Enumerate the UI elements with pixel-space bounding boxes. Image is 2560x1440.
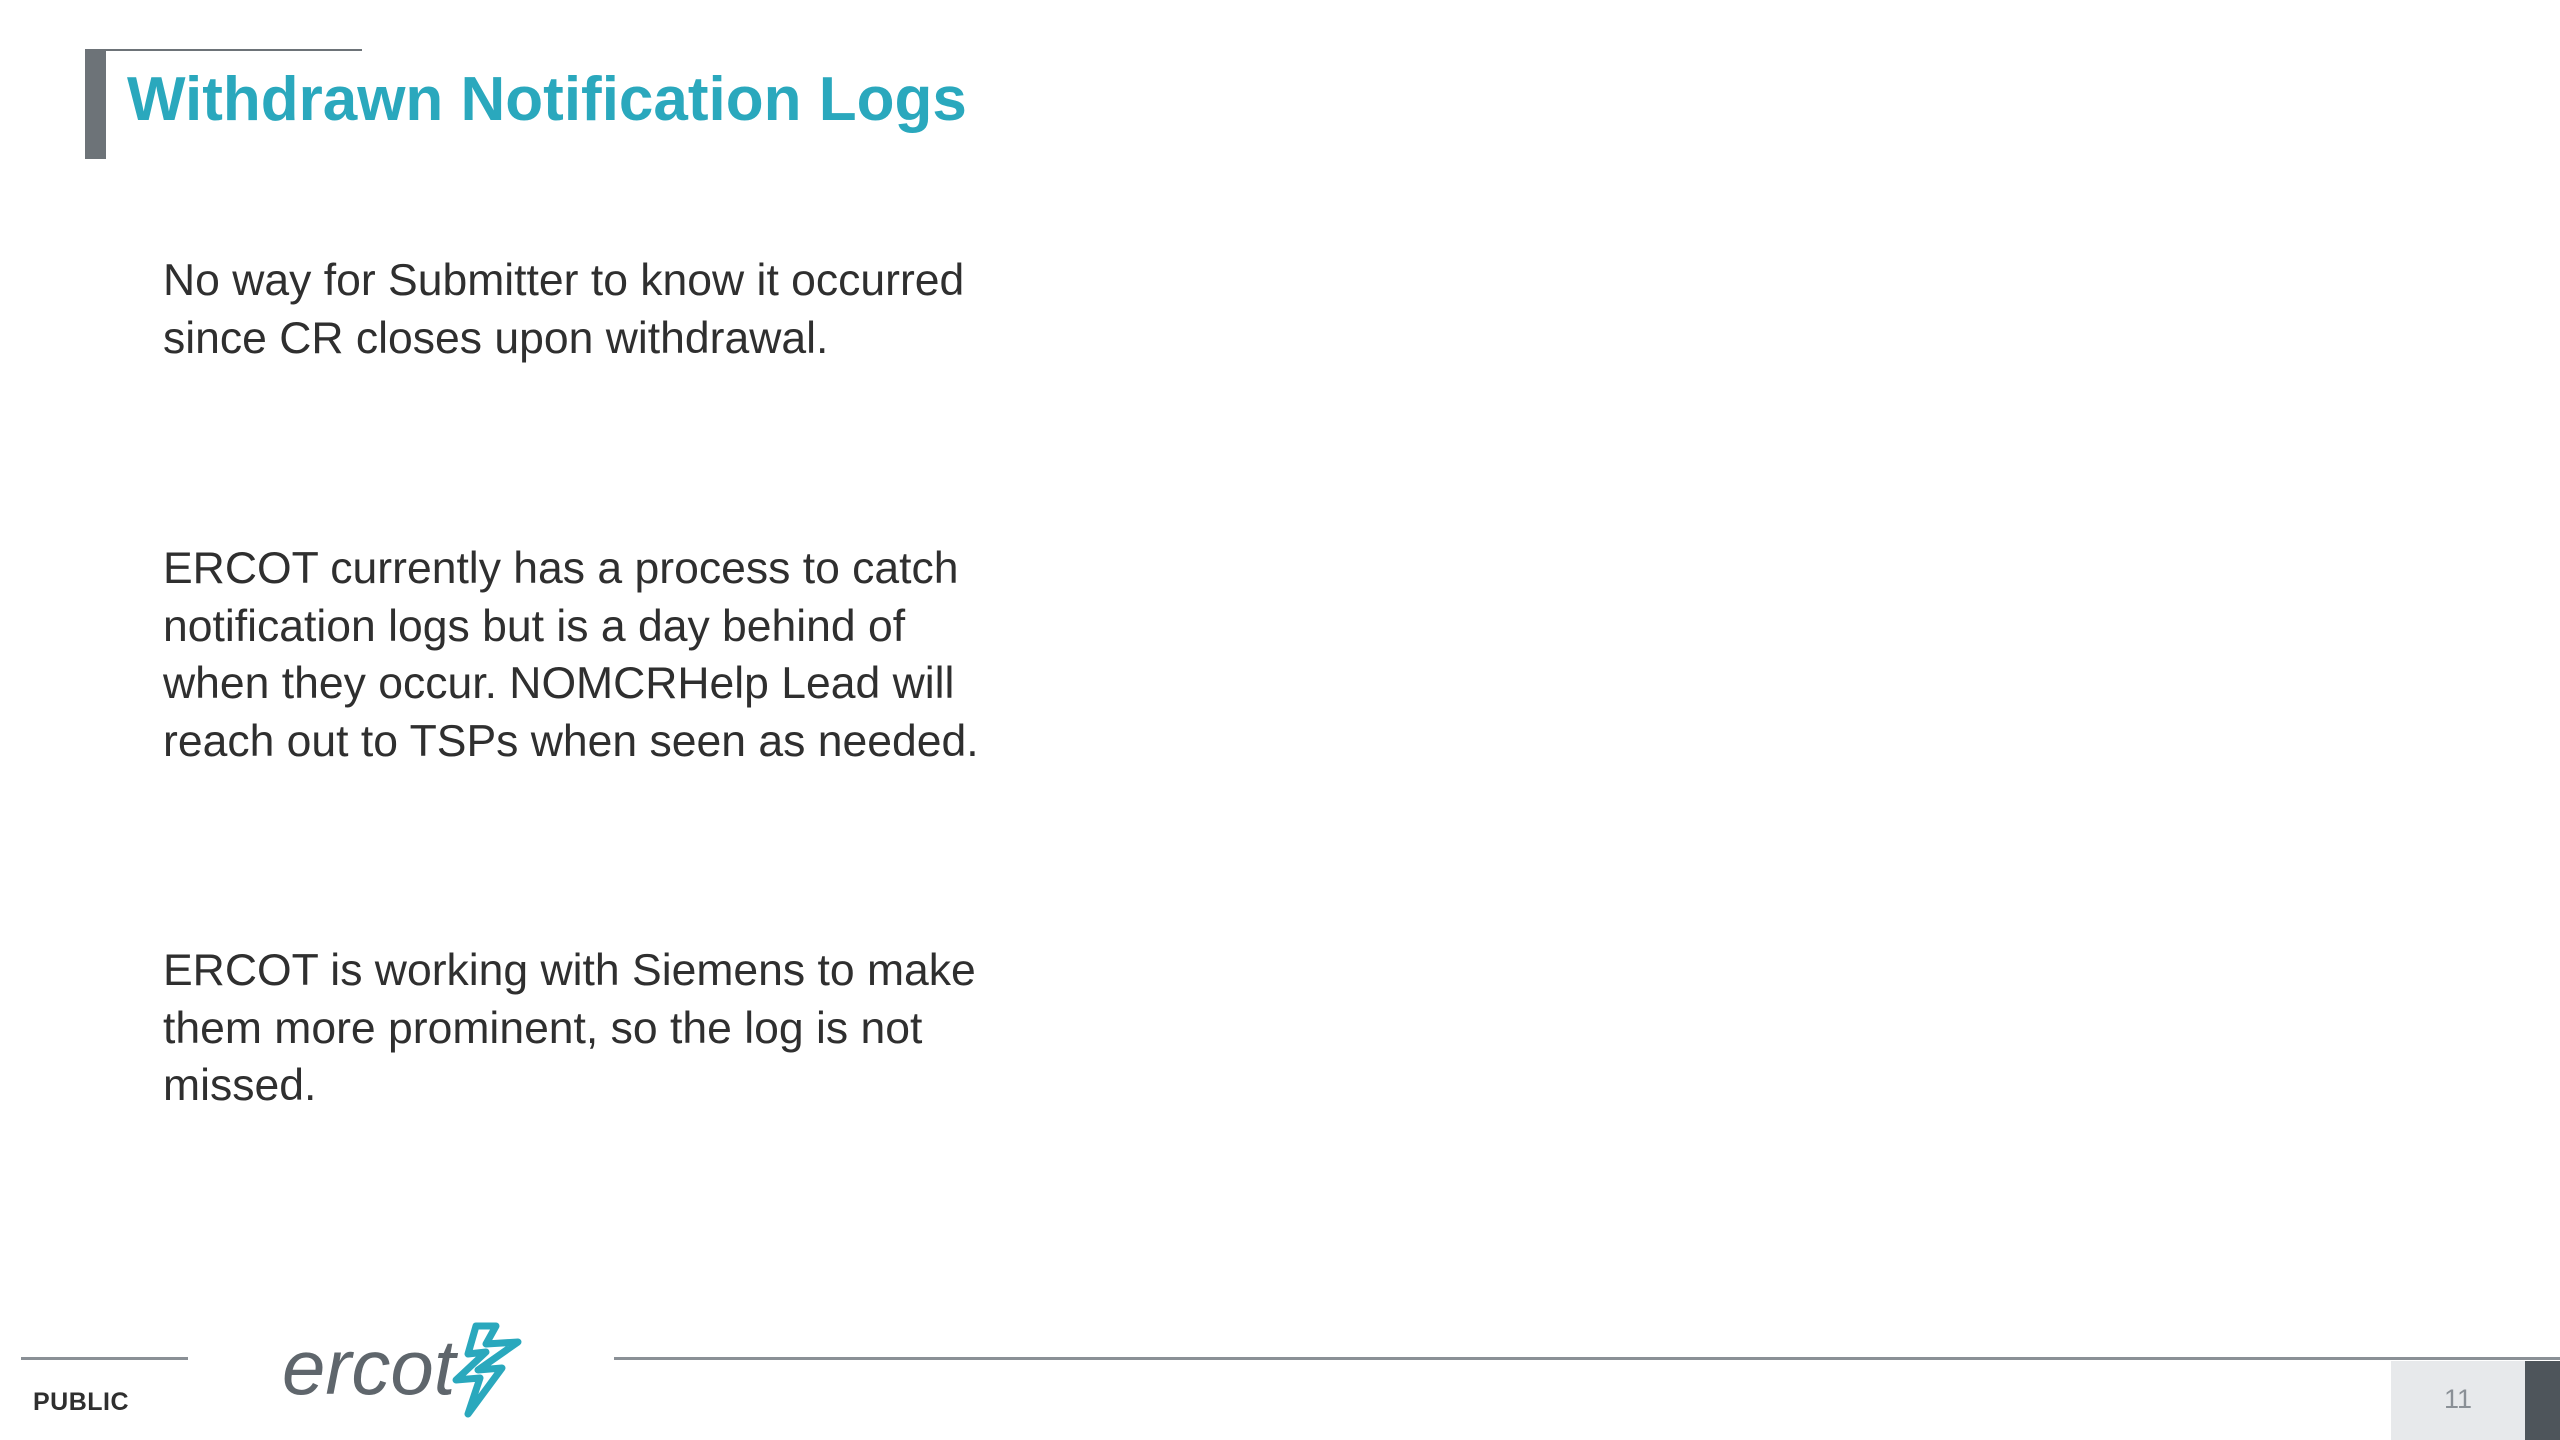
- paragraph-siemens-work: ERCOT is working with Siemens to make them more prominent, so the log is not missed.: [163, 946, 976, 1110]
- page-number: 11: [2443, 1384, 2473, 1414]
- logo-wordmark: ercot: [282, 1323, 456, 1411]
- footer-rule-right: [614, 1357, 2560, 1360]
- footer-corner-block: [2525, 1361, 2560, 1440]
- classification-label: PUBLIC: [33, 1388, 130, 1416]
- paragraph-submitter-notice: No way for Submitter to know it occurred since CR closes upon withdrawal.: [163, 256, 965, 363]
- paragraph-ercot-process: ERCOT currently has a process to catch notification logs but is a day behind of when they occur. NOMCRHelp Lead will reach out to TSPs when seen as needed.: [163, 544, 979, 766]
- title-accent-rule: [85, 49, 362, 51]
- footer-rule-left: [21, 1357, 188, 1360]
- lightning-bolt-icon: [456, 1326, 518, 1414]
- ercot-logo: [280, 1318, 540, 1423]
- title-accent-bar: [85, 49, 106, 159]
- slide-title: Withdrawn Notification Logs: [127, 65, 967, 134]
